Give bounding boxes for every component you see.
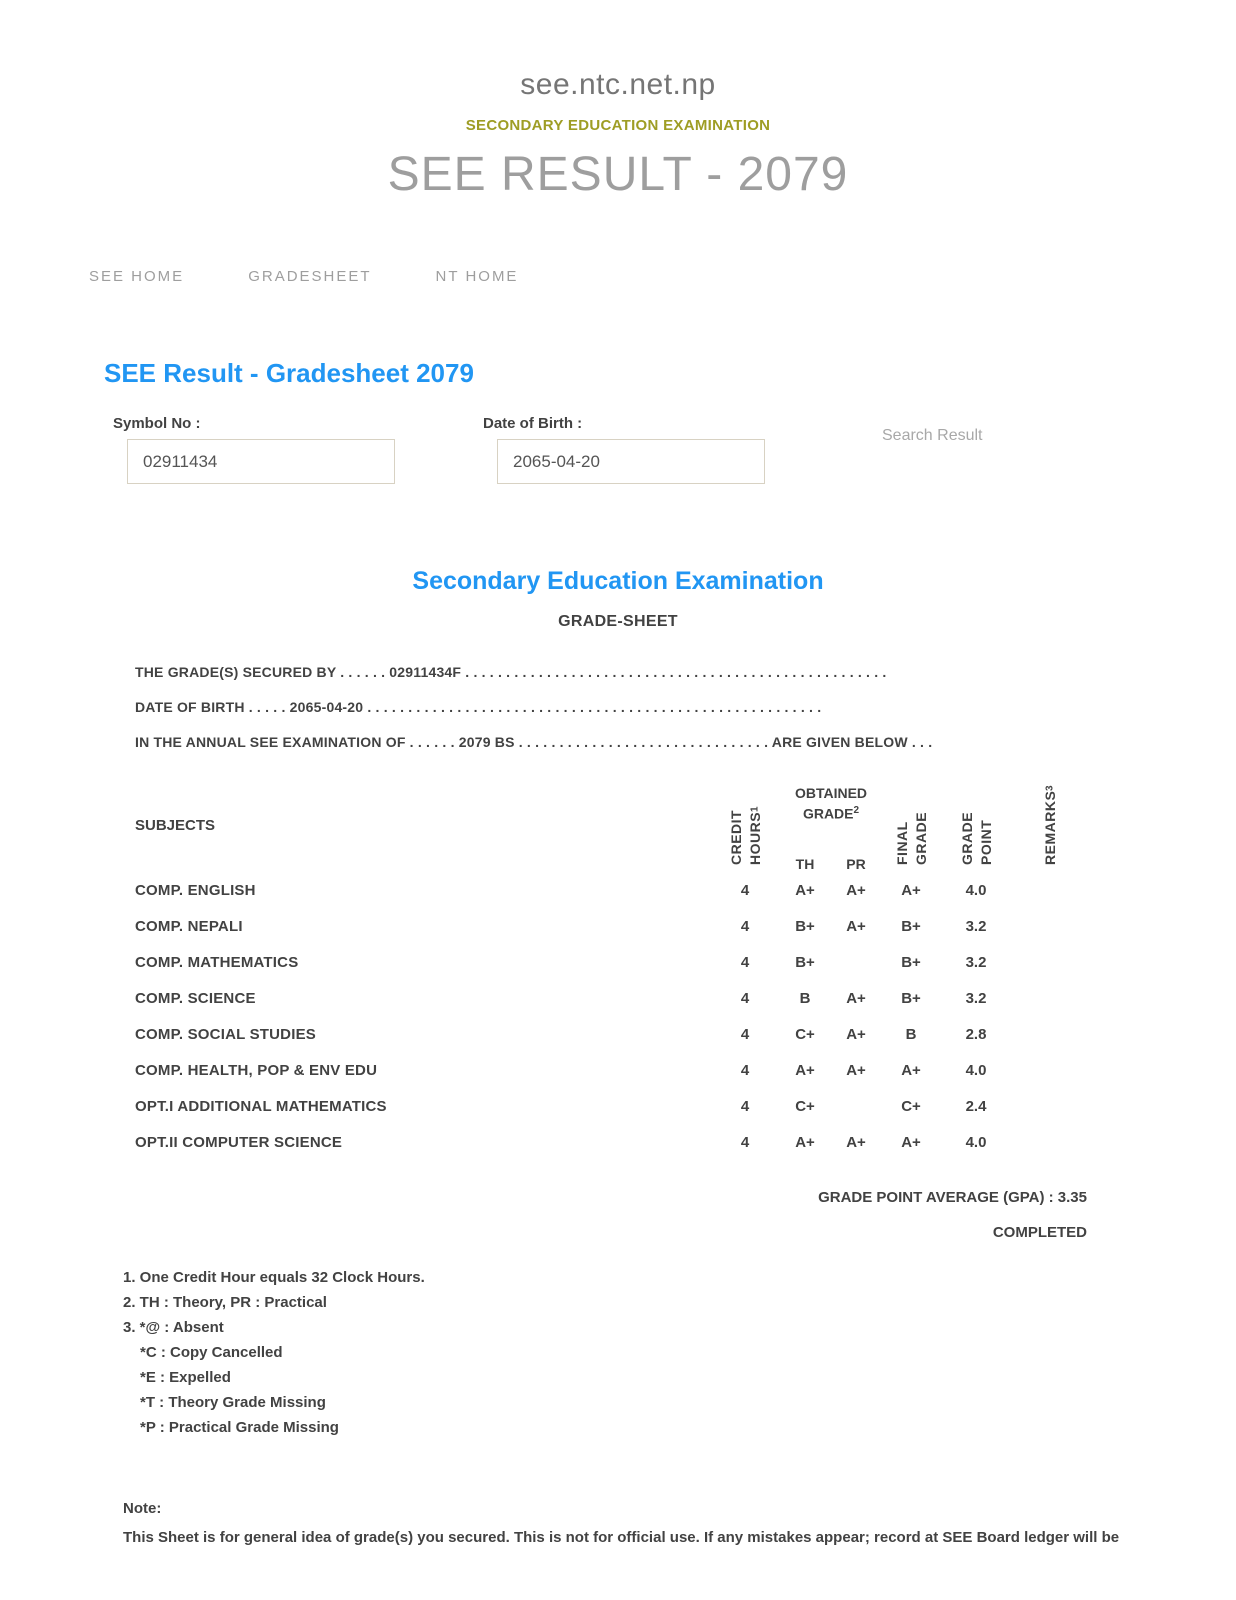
- footnote-copy-cancelled: *C : Copy Cancelled: [140, 1344, 283, 1361]
- footnote-practical-missing: *P : Practical Grade Missing: [140, 1419, 339, 1436]
- nav-gradesheet[interactable]: GRADESHEET: [248, 268, 372, 285]
- col-remarks: REMARKS 3: [1041, 784, 1058, 865]
- col-obtained-grade: [780, 778, 882, 872]
- search-form: [113, 415, 1236, 484]
- gradesheet-heading: Secondary Education Examination: [412, 567, 824, 595]
- col-credit-hours: [710, 785, 780, 865]
- footnote-theory-missing: *T : Theory Grade Missing: [140, 1394, 326, 1411]
- col-credit-word1: CREDIT: [727, 809, 744, 865]
- table-row: COMP. NEPALI 4 B+ A+ B+ 3.2: [135, 917, 987, 935]
- footnote-absent: 3. *@ : Absent: [123, 1319, 224, 1336]
- footnote-credit-hour: 1. One Credit Hour equals 32 Clock Hours.: [123, 1269, 425, 1286]
- dob-input[interactable]: [497, 439, 765, 484]
- page-title: SEE RESULT - 2079: [387, 148, 849, 201]
- status-badge: COMPLETED: [992, 1224, 1087, 1241]
- symbol-field-group: [113, 415, 396, 484]
- col-grade-point: GRADE POINT: [958, 811, 994, 865]
- col-credit-word2: HOURS 1: [746, 805, 763, 865]
- symbol-input[interactable]: [127, 439, 395, 484]
- note-label: Note:: [123, 1500, 162, 1517]
- dob-label: Date of Birth :: [483, 415, 583, 432]
- intro-line-exam-of: IN THE ANNUAL SEE EXAMINATION OF . . . . . . 2079 BS . . . . . . . . . . . . . . . . . . . . . . . . . . . . . . . ARE GIVEN BELOW . . .: [135, 734, 933, 750]
- note-text: This Sheet is for general idea of grade(s) you secured. This is not for official use. If any mistakes appear; record at SEE Board ledger will be: [123, 1529, 1120, 1546]
- gpa-line: GRADE POINT AVERAGE (GPA) : 3.35: [818, 1189, 1087, 1206]
- footnote-th-pr: 2. TH : Theory, PR : Practical: [123, 1294, 327, 1311]
- footnotes: [123, 1265, 1236, 1440]
- nav-see-home[interactable]: SEE HOME: [89, 268, 185, 285]
- col-subjects: SUBJECTS: [135, 816, 216, 834]
- table-row: COMP. MATHEMATICS 4 B+ B+ 3.2: [135, 953, 987, 971]
- site-header: [0, 0, 1236, 202]
- table-row: COMP. SOCIAL STUDIES 4 C+ A+ B 2.8: [135, 1025, 987, 1043]
- table-row: OPT.II COMPUTER SCIENCE 4 A+ A+ A+ 4.0: [135, 1133, 987, 1151]
- symbol-label: Symbol No :: [113, 415, 201, 432]
- note-section: [123, 1500, 1236, 1546]
- table-row: COMP. HEALTH, POP & ENV EDU 4 A+ A+ A+ 4.0: [135, 1061, 987, 1079]
- col-th: TH: [795, 856, 815, 872]
- main-nav: [89, 268, 1236, 285]
- table-header-row: [135, 778, 1087, 872]
- dob-field-group: [483, 415, 766, 484]
- footnote-expelled: *E : Expelled: [140, 1369, 231, 1386]
- gradesheet-intro: [135, 655, 1087, 760]
- site-name: see.ntc.net.np: [520, 68, 716, 101]
- grades-table: [135, 778, 1087, 1160]
- intro-line-secured-by: THE GRADE(S) SECURED BY . . . . . . 02911434F . . . . . . . . . . . . . . . . . . . . . . . . . . . . . . . . . . . . . . . . . . . . . . . . . . . .: [135, 664, 887, 680]
- col-th-pr: [780, 856, 882, 872]
- col-final-grade: FINAL GRADE: [893, 811, 929, 865]
- section-title: SEE Result - Gradesheet 2079: [104, 358, 474, 388]
- gradesheet-subheading: GRADE-SHEET: [558, 613, 678, 630]
- exam-subtitle: SECONDARY EDUCATION EXAMINATION: [465, 117, 771, 134]
- intro-line-dob: DATE OF BIRTH . . . . . 2065-04-20 . . . . . . . . . . . . . . . . . . . . . . . . . . . . . . . . . . . . . . . . . . . . . . . . . . . . . . . .: [135, 699, 822, 715]
- table-row: COMP. ENGLISH 4 A+ A+ A+ 4.0: [135, 881, 987, 899]
- col-obtained-label: OBTAINED GRADE$^2$: [794, 785, 868, 822]
- table-row: OPT.I ADDITIONAL MATHEMATICS 4 C+ C+ 2.4: [135, 1097, 987, 1115]
- col-pr: PR: [846, 856, 866, 872]
- nav-nt-home[interactable]: NT HOME: [435, 268, 519, 285]
- search-result-button[interactable]: Search Result: [882, 427, 983, 444]
- table-row: COMP. SCIENCE 4 B A+ B+ 3.2: [135, 989, 987, 1007]
